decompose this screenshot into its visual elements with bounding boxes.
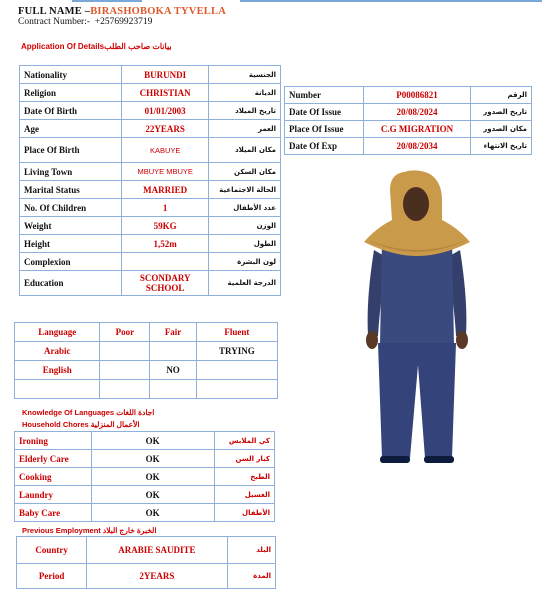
field-label: Nationality — [20, 66, 122, 84]
table-row — [20, 181, 281, 199]
field-label: Date Of Birth — [20, 102, 122, 120]
field-value: 1,52m — [122, 235, 209, 253]
table-row — [20, 102, 281, 120]
chore-value: OK — [91, 432, 214, 450]
table-row — [15, 504, 275, 522]
previous-employment-table — [16, 536, 276, 589]
table-row — [20, 163, 281, 181]
field-label-ar: تاريخ الانتهاء — [471, 138, 532, 155]
language-name — [15, 380, 100, 399]
field-label: Religion — [20, 84, 122, 102]
personal-details-table — [19, 65, 281, 296]
field-label-ar: الوزن — [209, 217, 281, 235]
employment-label: Period — [17, 564, 87, 589]
table-row — [20, 120, 281, 138]
level-fluent — [196, 361, 277, 380]
chore-label-ar: الأطفال — [214, 504, 274, 522]
field-label: Age — [20, 120, 122, 138]
household-chores-table — [14, 431, 275, 522]
employment-label: Country — [17, 537, 87, 564]
employment-value: ARABIE SAUDITE — [87, 537, 227, 564]
knowledge-title-ar: اجادة اللغات — [116, 408, 155, 417]
application-title-en: Application Of Details — [21, 42, 105, 51]
candidate-photo — [292, 160, 542, 470]
field-label: Place Of Issue — [285, 121, 364, 138]
field-label-ar: الطول — [209, 235, 281, 253]
field-value: MBUYE MBUYE — [122, 163, 209, 181]
chores-title-ar: الأعمال المنزلية — [90, 420, 140, 429]
field-value: 20/08/2024 — [364, 104, 471, 121]
level-fluent — [196, 380, 277, 399]
chore-label: Laundry — [15, 486, 92, 504]
column-header: Poor — [100, 323, 150, 342]
employment-label-ar: البلد — [227, 537, 275, 564]
table-row — [15, 432, 275, 450]
chore-label-ar: كبار السن — [214, 450, 274, 468]
table-row — [15, 468, 275, 486]
table-row — [20, 235, 281, 253]
field-label: Date Of Issue — [285, 104, 364, 121]
full-name-line — [18, 6, 226, 17]
field-label-ar: الديانة — [209, 84, 281, 102]
field-label: Living Town — [20, 163, 122, 181]
level-poor — [100, 361, 150, 380]
field-label-ar: الحالة الاجتماعية — [209, 181, 281, 199]
field-value: 1 — [122, 199, 209, 217]
table-row — [15, 450, 275, 468]
field-value: CHRISTIAN — [122, 84, 209, 102]
field-label-ar: تاريخ الصدور — [471, 104, 532, 121]
field-label: Marital Status — [20, 181, 122, 199]
language-name: Arabic — [15, 342, 100, 361]
chore-label: Baby Care — [15, 504, 92, 522]
chore-value: OK — [91, 450, 214, 468]
field-label: Weight — [20, 217, 122, 235]
field-label: Height — [20, 235, 122, 253]
field-label-ar: العمر — [209, 120, 281, 138]
application-title-ar: بيانات صاحب الطلب — [104, 42, 172, 51]
level-poor — [100, 342, 150, 361]
employment-label-ar: المدة — [227, 564, 275, 589]
table-row — [285, 121, 532, 138]
top-border — [0, 0, 542, 4]
column-header: Fluent — [196, 323, 277, 342]
table-row — [20, 217, 281, 235]
field-label-ar: الرقم — [471, 87, 532, 104]
chore-label-ar: الغسيل — [214, 486, 274, 504]
employment-title-ar: الخبرة خارج البلاد — [102, 526, 157, 535]
table-row — [20, 84, 281, 102]
chore-value: OK — [91, 468, 214, 486]
field-value: 20/08/2034 — [364, 138, 471, 155]
field-value: BURUNDI — [122, 66, 209, 84]
level-fair — [150, 380, 196, 399]
field-label-ar: مكان السكن — [209, 163, 281, 181]
languages-table — [14, 322, 278, 399]
level-fair: NO — [150, 361, 196, 380]
field-label: Education — [20, 271, 122, 296]
contract-number-label: Contract Number:- — [18, 17, 91, 27]
field-label-ar: الجنسية — [209, 66, 281, 84]
field-value: KABUYE — [122, 138, 209, 163]
level-fluent: TRYING — [196, 342, 277, 361]
table-row — [15, 361, 278, 380]
contract-number-value: +25769923719 — [94, 17, 153, 27]
table-row — [285, 138, 532, 155]
table-row — [17, 537, 276, 564]
field-value — [122, 253, 209, 271]
contract-number-line — [18, 17, 152, 27]
field-label-ar: تاريخ الميلاد — [209, 102, 281, 120]
table-row — [15, 342, 278, 361]
employment-title-en: Previous Employment — [22, 526, 101, 535]
language-name: English — [15, 361, 100, 380]
field-value: 01/01/2003 — [122, 102, 209, 120]
level-poor — [100, 380, 150, 399]
field-value: P00086821 — [364, 87, 471, 104]
field-label-ar: مكان الصدور — [471, 121, 532, 138]
chores-title-en: Household Chores — [22, 420, 89, 429]
field-value: 59KG — [122, 217, 209, 235]
chore-label: Cooking — [15, 468, 92, 486]
knowledge-title — [22, 408, 154, 417]
field-value: C.G MIGRATION — [364, 121, 471, 138]
full-name-value: BIRASHOBOKA TYVELLA — [90, 6, 226, 17]
chore-label-ar: كي الملابس — [214, 432, 274, 450]
field-label: Complexion — [20, 253, 122, 271]
table-row — [20, 253, 281, 271]
table-row — [20, 271, 281, 296]
passport-table — [284, 86, 532, 155]
chore-label: Ironing — [15, 432, 92, 450]
full-name-label: FULL NAME – — [18, 6, 91, 17]
employment-value: 2YEARS — [87, 564, 227, 589]
table-header-row — [15, 323, 278, 342]
table-row — [285, 87, 532, 104]
field-label-ar: مكان الميلاد — [209, 138, 281, 163]
chore-label-ar: الطبخ — [214, 468, 274, 486]
field-value: SCONDARY SCHOOL — [122, 271, 209, 296]
chore-label: Elderly Care — [15, 450, 92, 468]
table-row — [20, 138, 281, 163]
chore-value: OK — [91, 486, 214, 504]
table-row — [15, 486, 275, 504]
employment-title — [22, 526, 156, 535]
field-label-ar: عدد الأطفال — [209, 199, 281, 217]
field-value: 22YEARS — [122, 120, 209, 138]
table-row — [20, 66, 281, 84]
chores-title — [22, 420, 139, 429]
table-row — [15, 380, 278, 399]
column-header: Language — [15, 323, 100, 342]
field-label: Date Of Exp — [285, 138, 364, 155]
table-row — [20, 199, 281, 217]
level-fair — [150, 342, 196, 361]
field-value: MARRIED — [122, 181, 209, 199]
knowledge-title-en: Knowledge Of Languages — [22, 408, 115, 417]
field-label: Number — [285, 87, 364, 104]
table-row — [285, 104, 532, 121]
field-label-ar: الدرجة العلمية — [209, 271, 281, 296]
field-label: No. Of Children — [20, 199, 122, 217]
table-row — [17, 564, 276, 589]
column-header: Fair — [150, 323, 196, 342]
field-label: Place Of Birth — [20, 138, 122, 163]
application-title — [21, 42, 172, 51]
field-label-ar: لون البشرة — [209, 253, 281, 271]
chore-value: OK — [91, 504, 214, 522]
